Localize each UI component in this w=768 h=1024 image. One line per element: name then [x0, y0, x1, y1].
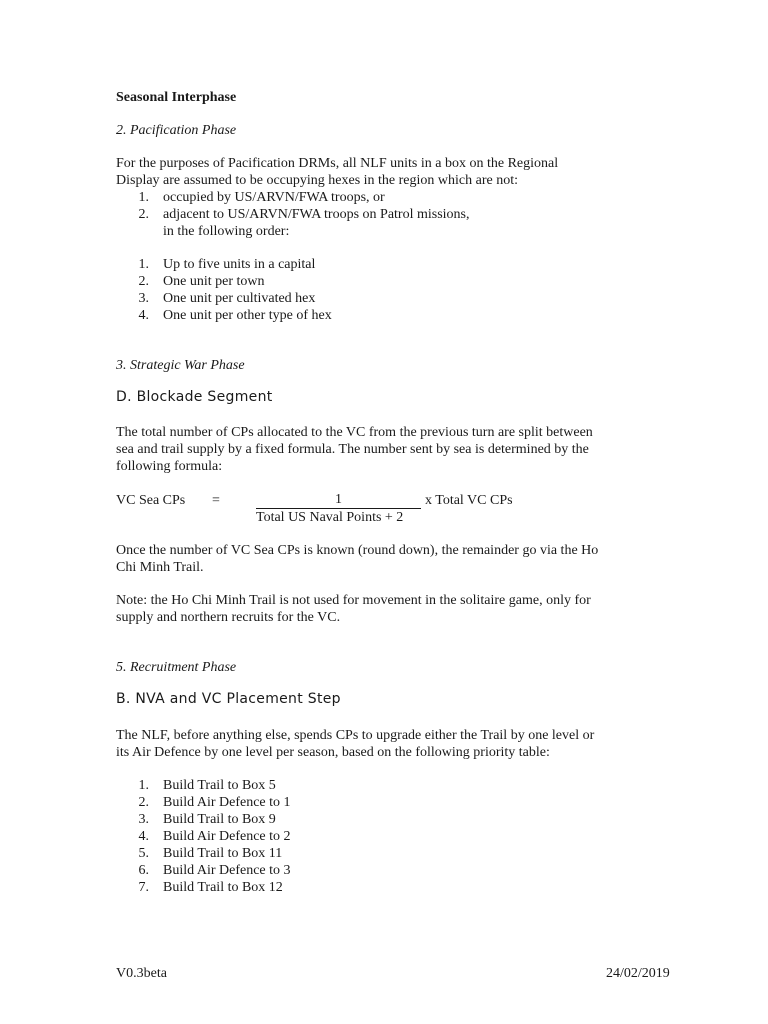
priority-number: 5. [138, 846, 149, 861]
recruitment-para-line-2: its Air Defence by one level per season, based on the following priority table: [116, 745, 550, 760]
priority-item: Build Air Defence to 3 [163, 863, 291, 878]
recruitment-heading: 5. Recruitment Phase [116, 660, 237, 675]
round-down-line-1: Once the number of VC Sea CPs is known (round down), the remainder go via the Ho [116, 543, 599, 558]
footer-date: 24/02/2019 [606, 966, 670, 981]
order-number: 3. [138, 291, 149, 306]
order-number: 2. [138, 274, 149, 289]
blockade-segment-heading: D. Blockade Segment [116, 389, 273, 405]
priority-item: Build Air Defence to 2 [163, 829, 291, 844]
priority-item: Build Trail to Box 5 [163, 778, 276, 793]
order-item: One unit per cultivated hex [163, 291, 316, 306]
note-line-1: Note: the Ho Chi Minh Trail is not used for movement in the solitaire game, only for [116, 593, 591, 608]
order-item: Up to five units in a capital [163, 257, 316, 272]
condition-number: 2. [138, 207, 149, 222]
order-item: One unit per other type of hex [163, 308, 332, 323]
priority-number: 1. [138, 778, 149, 793]
priority-number: 6. [138, 863, 149, 878]
priority-item: Build Trail to Box 12 [163, 880, 283, 895]
pacification-heading: 2. Pacification Phase [116, 123, 237, 138]
document-title: Seasonal Interphase [116, 90, 237, 105]
blockade-para-line-2: sea and trail supply by a fixed formula. The number sent by sea is determined by the [116, 442, 589, 457]
order-item: One unit per town [163, 274, 265, 289]
strategic-heading: 3. Strategic War Phase [116, 358, 245, 373]
order-number: 4. [138, 308, 149, 323]
footer-version: V0.3beta [116, 966, 167, 981]
priority-number: 3. [138, 812, 149, 827]
condition-number: 1. [138, 190, 149, 205]
round-down-line-2: Chi Minh Trail. [116, 560, 204, 575]
order-number: 1. [138, 257, 149, 272]
priority-number: 7. [138, 880, 149, 895]
priority-item: Build Trail to Box 11 [163, 846, 283, 861]
priority-item: Build Air Defence to 1 [163, 795, 291, 810]
priority-item: Build Trail to Box 9 [163, 812, 276, 827]
recruitment-para-line-1: The NLF, before anything else, spends CPs to upgrade either the Trail by one level or [116, 728, 595, 743]
formula-equals: = [212, 493, 220, 508]
priority-number: 2. [138, 795, 149, 810]
condition-text: occupied by US/ARVN/FWA troops, or [163, 190, 385, 205]
order-note: in the following order: [163, 224, 290, 239]
formula-lhs: VC Sea CPs [116, 493, 186, 508]
condition-text: adjacent to US/ARVN/FWA troops on Patrol missions, [163, 207, 470, 222]
blockade-para-line-1: The total number of CPs allocated to the VC from the previous turn are split between [116, 425, 593, 440]
formula-numerator: 1 [256, 492, 421, 509]
note-line-2: supply and northern recruits for the VC. [116, 610, 341, 625]
priority-number: 4. [138, 829, 149, 844]
formula-multiplier: x Total VC CPs [425, 493, 513, 508]
pacification-intro-line-2: Display are assumed to be occupying hexes in the region which are not: [116, 173, 518, 188]
placement-step-heading: B. NVA and VC Placement Step [116, 691, 341, 707]
pacification-intro-line-1: For the purposes of Pacification DRMs, all NLF units in a box on the Regional [116, 156, 559, 171]
formula-denominator: Total US Naval Points + 2 [256, 510, 404, 525]
blockade-para-line-3: following formula: [116, 459, 223, 474]
